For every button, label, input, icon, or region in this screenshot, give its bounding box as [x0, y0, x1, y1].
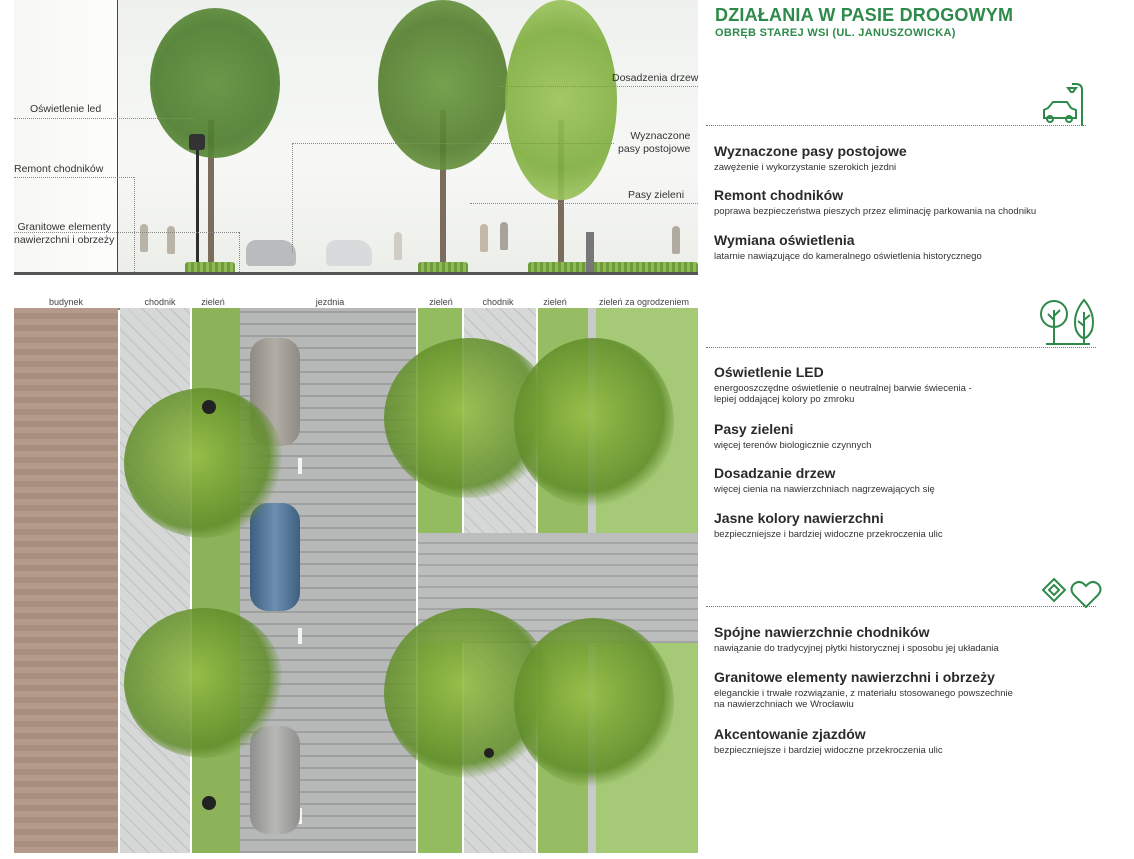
- lane-marking: [298, 458, 302, 474]
- plan-sidewalk: [120, 308, 190, 853]
- tree-crown: [124, 608, 284, 758]
- feature-heading: Wyznaczone pasy postojowe: [714, 143, 907, 159]
- tree-canopy: [378, 0, 508, 170]
- feature-description: energooszczędne oświetlenie o neutralnej barwie świecenia - lepiej oddającej kolory po zmroku: [714, 383, 972, 405]
- callout-leader: [292, 143, 614, 144]
- tree-canopy: [150, 8, 280, 158]
- grass-strip: [528, 262, 698, 272]
- callout-leader: [292, 143, 293, 253]
- feature-item: [714, 143, 1114, 173]
- feature-heading: Pasy zieleni: [714, 421, 794, 437]
- zone-label: zieleń za ogrodzeniem: [598, 297, 690, 307]
- callout-leader: [134, 177, 135, 272]
- page-subtitle: OBRĘB STAREJ WSI (UL. JANUSZOWICKA): [715, 27, 956, 39]
- callout-granite-elements: Granitowe elementy nawierzchni i obrzeży: [14, 221, 115, 246]
- lamp-top-view: [202, 400, 216, 414]
- feature-item: [714, 421, 1114, 451]
- feature-item: [714, 726, 1114, 756]
- zone-label: zieleń: [429, 297, 453, 307]
- feature-item: [714, 232, 1114, 262]
- feature-heading: Jasne kolory nawierzchni: [714, 510, 884, 526]
- tree-canopy: [505, 0, 617, 200]
- feature-item: [714, 465, 1114, 495]
- lamp-top-view: [484, 748, 494, 758]
- paving-heart-icon: [1040, 576, 1102, 610]
- callout-leader: [500, 86, 698, 87]
- zone-label: zieleń: [543, 297, 567, 307]
- ground-line: [14, 272, 698, 275]
- section-divider: [706, 606, 1096, 607]
- section-divider: [706, 347, 1096, 348]
- tree-crown: [514, 338, 674, 508]
- feature-description: więcej cienia na nawierzchniach nagrzewających się: [714, 484, 935, 495]
- pedestrian-figure: [480, 224, 488, 252]
- feature-description: więcej terenów biologicznie czynnych: [714, 440, 872, 451]
- car-side-view: [326, 240, 372, 266]
- callout-leader: [239, 232, 240, 272]
- feature-item: [714, 669, 1114, 710]
- parked-car: [250, 503, 300, 611]
- callout-tree-planting: Dosadzenia drzew: [612, 72, 699, 84]
- feature-heading: Wymiana oświetlenia: [714, 232, 855, 248]
- callout-green-strips: Pasy zieleni: [628, 189, 685, 201]
- zone-label: zieleń: [201, 297, 225, 307]
- callout-leader: [14, 118, 194, 119]
- feature-description: bezpieczniejsze i bardziej widoczne przekroczenia ulic: [714, 529, 943, 540]
- bollard: [586, 232, 594, 272]
- pedestrian-figure: [140, 224, 148, 252]
- grass-strip: [185, 262, 235, 272]
- feature-description: poprawa bezpieczeństwa pieszych przez eliminację parkowania na chodniku: [714, 206, 1037, 217]
- trees-icon: [1038, 296, 1100, 348]
- zone-label: chodnik: [482, 297, 514, 307]
- callout-sidewalk-renovation: Remont chodników: [14, 163, 104, 175]
- zone-label: budynek: [48, 297, 84, 307]
- feature-heading: Akcentowanie zjazdów: [714, 726, 866, 742]
- feature-heading: Spójne nawierzchnie chodników: [714, 624, 930, 640]
- car-side-view: [246, 240, 296, 266]
- tree-crown: [514, 618, 674, 788]
- callout-leader: [470, 203, 698, 204]
- zone-label: chodnik: [144, 297, 176, 307]
- callout-led-lighting: Oświetlenie led: [30, 103, 102, 115]
- lamp-head: [189, 134, 205, 150]
- feature-description: latarnie nawiązujące do kameralnego oświetlenia historycznego: [714, 251, 982, 262]
- feature-item: [714, 624, 1114, 654]
- grass-strip: [418, 262, 468, 272]
- parked-car: [250, 726, 300, 834]
- zone-label: jezdnia: [315, 297, 345, 307]
- cyclist-figure: [394, 232, 402, 260]
- feature-description: zawężenie i wykorzystanie szerokich jezdni: [714, 162, 897, 173]
- section-divider: [706, 125, 1086, 126]
- feature-description: eleganckie i trwałe rozwiązanie, z materiału stosowanego powszechnie na nawierzchniach we Wrocławiu: [714, 688, 1013, 710]
- feature-description: bezpieczniejsze i bardziej widoczne przekroczenia ulic: [714, 745, 943, 756]
- lane-marking: [298, 628, 302, 644]
- feature-heading: Oświetlenie LED: [714, 364, 824, 380]
- callout-leader: [14, 232, 239, 233]
- callout-parking-lanes: Wyznaczone pasy postojowe: [618, 130, 691, 155]
- lamp-post: [196, 140, 199, 272]
- pedestrian-figure: [672, 226, 680, 254]
- feature-heading: Granitowe elementy nawierzchni i obrzeży: [714, 669, 995, 685]
- page-title: DZIAŁANIA W PASIE DROGOWYM: [715, 5, 1014, 25]
- feature-item: [714, 510, 1114, 540]
- pedestrian-figure: [167, 226, 175, 254]
- street-cross-section: [0, 0, 700, 310]
- feature-heading: Remont chodników: [714, 187, 844, 203]
- feature-heading: Dosadzanie drzew: [714, 465, 836, 481]
- lamp-top-view: [202, 796, 216, 810]
- callout-leader: [14, 177, 134, 178]
- street-plan-view: [14, 308, 698, 853]
- feature-item: [714, 187, 1114, 217]
- plan-building-roof: [14, 308, 118, 853]
- feature-description: nawiązanie do tradycyjnej płytki historycznej i sposobu jej układania: [714, 643, 999, 654]
- feature-item: [714, 364, 1114, 405]
- pedestrian-figure: [500, 222, 508, 250]
- car-lamp-icon: [1038, 80, 1092, 128]
